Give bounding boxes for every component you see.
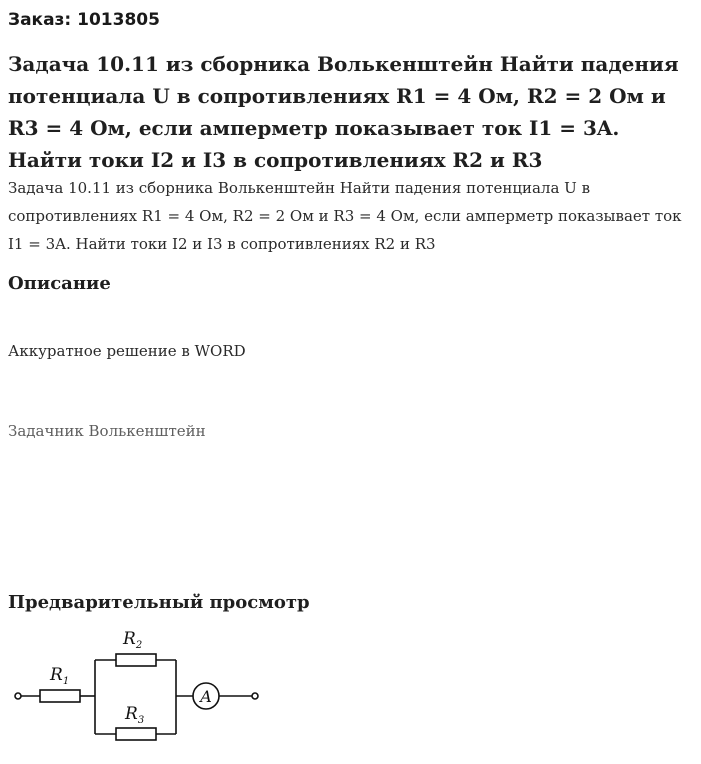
circuit-preview-image (0, 620, 270, 760)
resistor-r3 (116, 728, 156, 740)
description-heading: Описание (8, 273, 111, 294)
ammeter-label: A (200, 687, 212, 706)
resistor-r1 (40, 690, 80, 702)
task-title: Задача 10.11 из сборника Волькенштейн Найти падения потенциала U в сопротивлениях R1 = 4 Ом, R2 = 2 Ом и R3 = 4 Ом, если амперметр показывает ток I1 = 3A. Найти токи I2 и I3 в сопротивлениях R2 и R3 (8, 52, 679, 172)
description-body: Аккуратное решение в WORD (8, 342, 246, 360)
order-number: Заказ: 1013805 (8, 10, 160, 30)
label-r2: $R_2$ (123, 629, 143, 651)
preview-heading: Предварительный просмотр (8, 592, 310, 613)
right-terminal (252, 693, 258, 699)
category-link[interactable]: Задачник Волькенштейн (8, 422, 206, 440)
left-terminal (15, 693, 21, 699)
task-text: Задача 10.11 из сборника Волькенштейн Найти падения потенциала U в сопротивлениях R1 = 4 Ом, R2 = 2 Ом и R3 = 4 Ом, если амперметр показывает ток I1 = 3A. Найти токи I2 и I3 в сопротивлениях R2 и R3 (8, 179, 682, 253)
label-r1: $R_1$ (50, 665, 70, 687)
resistor-r2 (116, 654, 156, 666)
label-r3: $R_3$ (125, 704, 145, 726)
